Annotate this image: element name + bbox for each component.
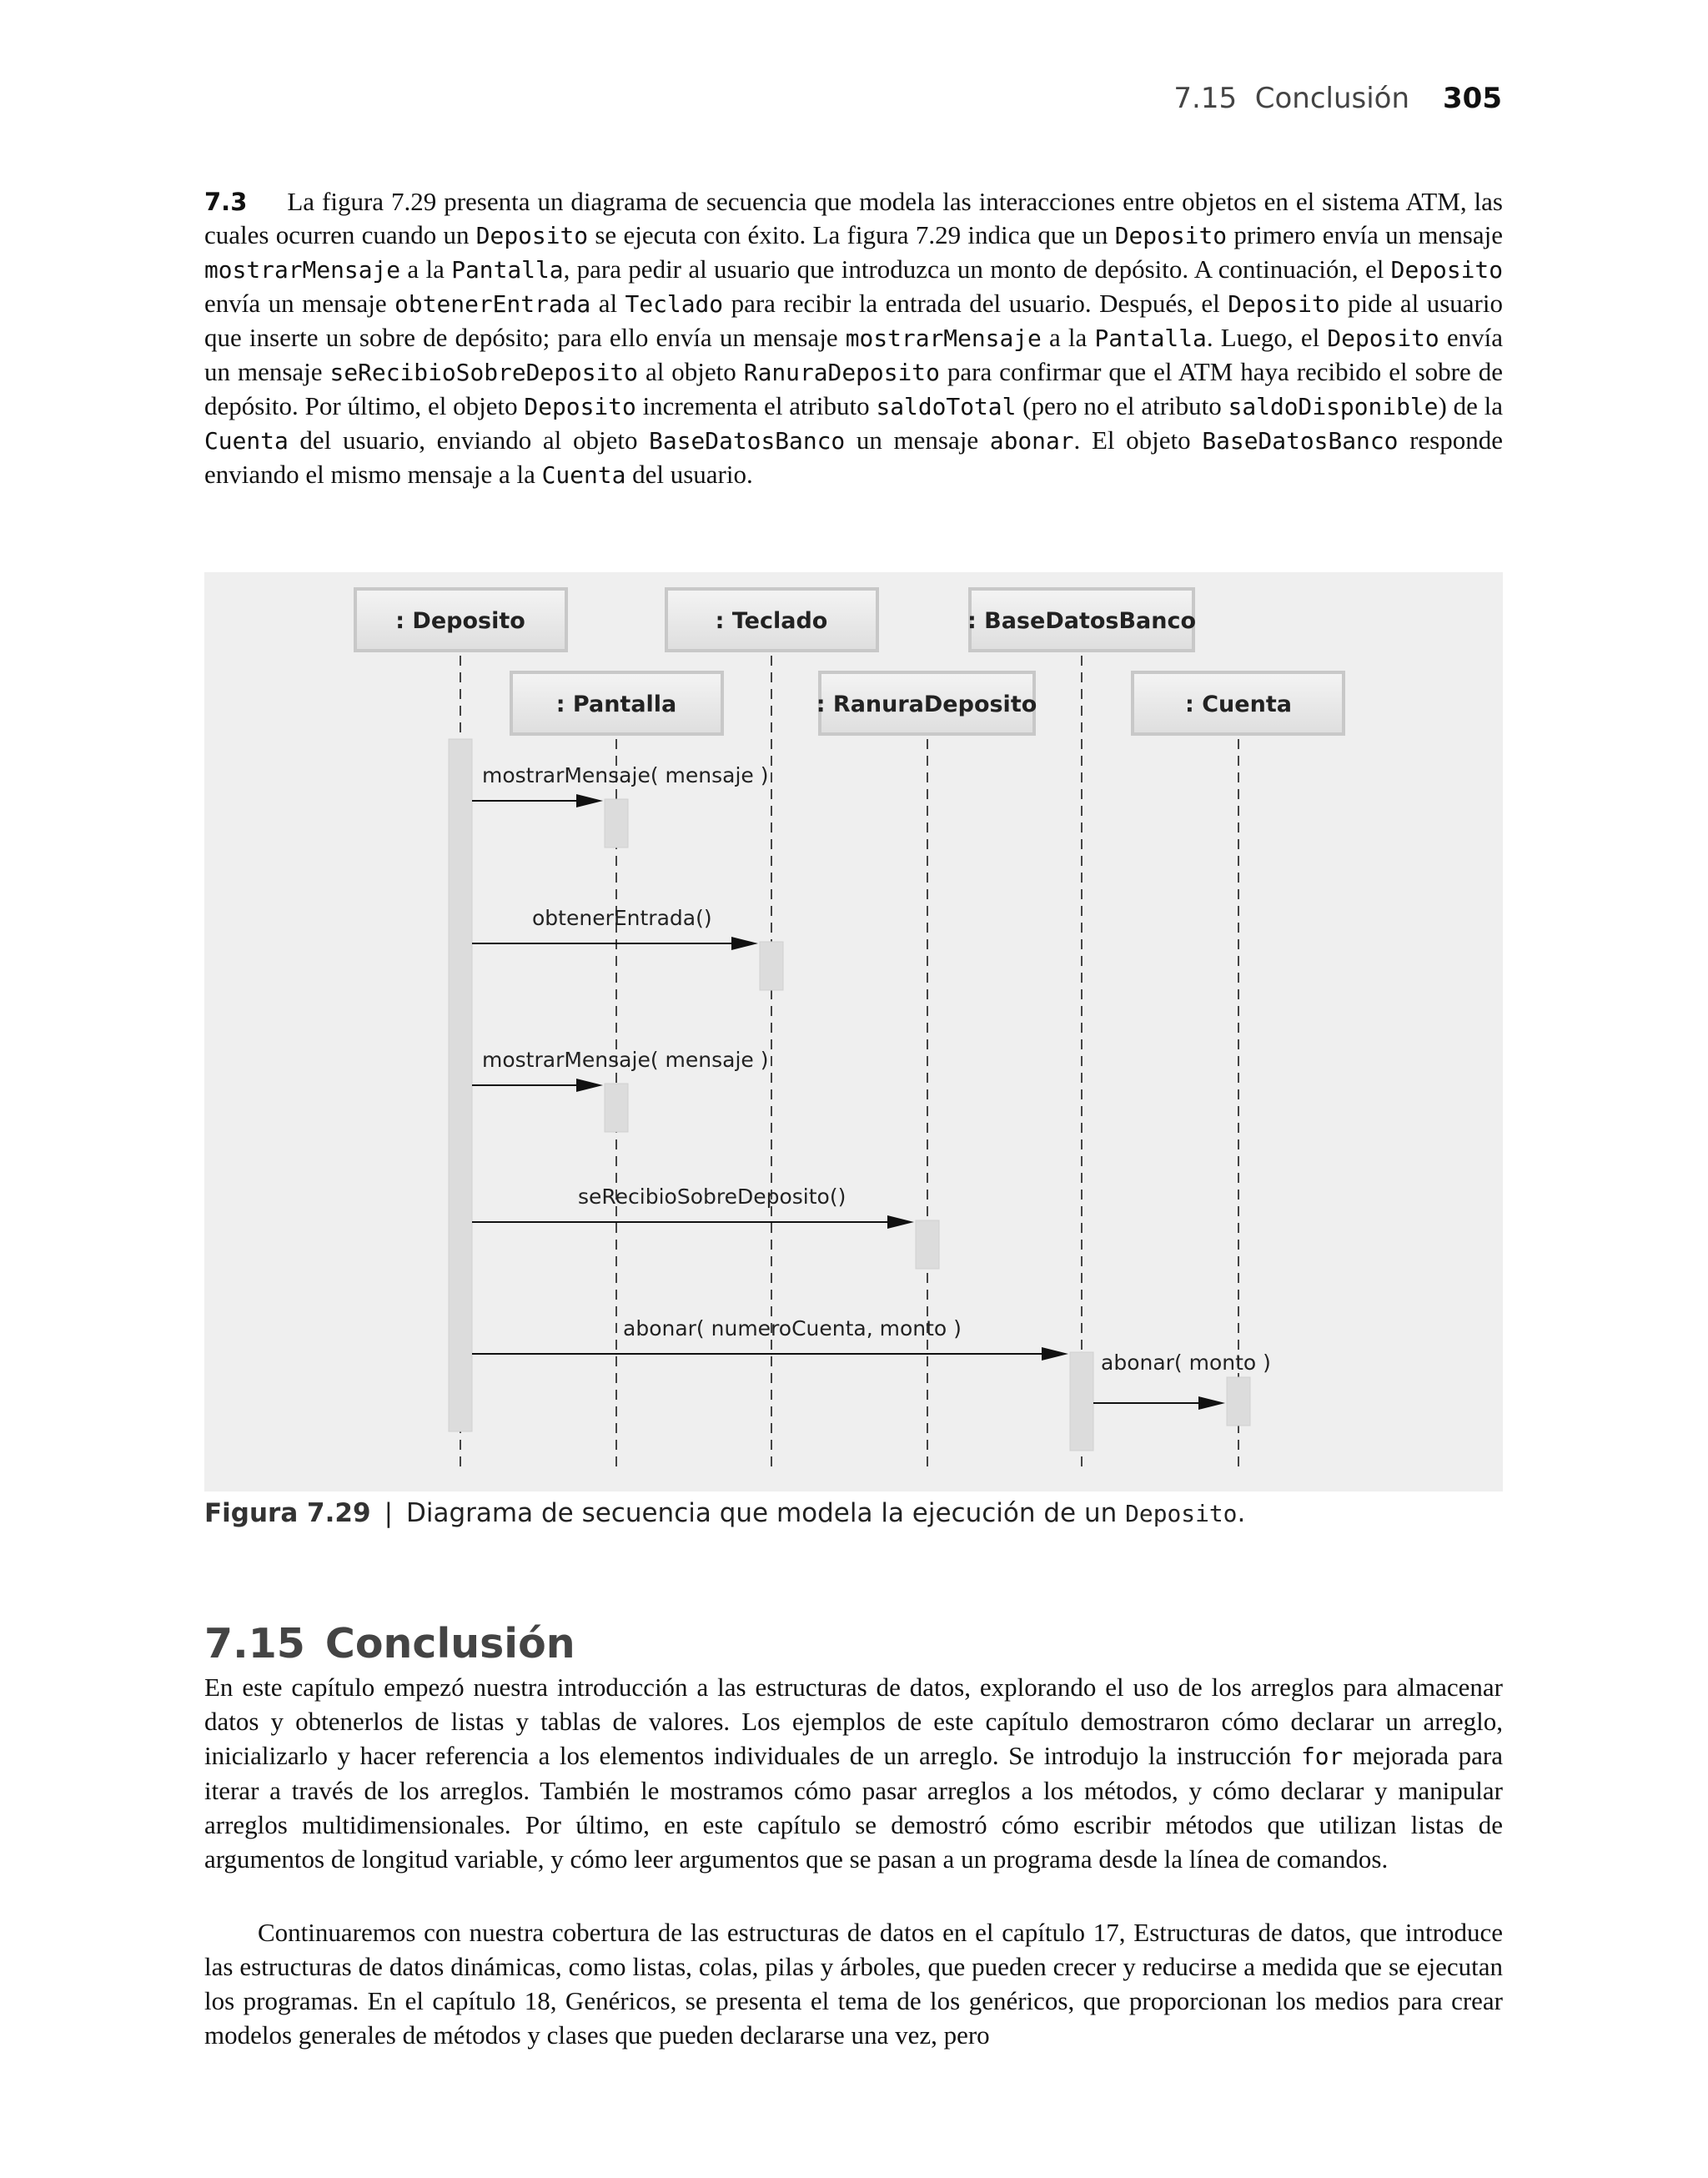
section-heading — [204, 1620, 575, 1667]
code-term: saldoDisponible — [1228, 393, 1439, 420]
activation-teclado — [760, 942, 783, 990]
object-teclado — [666, 589, 877, 651]
code-term: obtenerEntrada — [394, 290, 591, 318]
code-term: saldoTotal — [876, 393, 1017, 420]
running-head-section: 7.15 Conclusión — [1173, 82, 1410, 115]
message-label: abonar( monto ) — [1101, 1351, 1271, 1375]
code-term: mostrarMensaje — [204, 256, 401, 284]
code-term: Deposito — [1228, 290, 1340, 318]
activation-deposito — [449, 739, 472, 1431]
message-label: mostrarMensaje( mensaje ) — [482, 1048, 769, 1072]
activation-cuenta — [1227, 1377, 1250, 1426]
activation-pantalla-2 — [605, 1084, 628, 1132]
code-term: abonar — [989, 427, 1074, 455]
code-term: BaseDatosBanco — [1202, 427, 1399, 455]
object-pantalla — [511, 672, 722, 734]
section-number: 7.15 — [204, 1620, 305, 1667]
message-label: mostrarMensaje( mensaje ) — [482, 763, 769, 787]
figure-caption — [204, 1498, 1245, 1528]
caption-label: Figura 7.29 — [204, 1498, 371, 1528]
code-term: Deposito — [524, 393, 636, 420]
page-number: 305 — [1443, 82, 1502, 115]
sequence-diagram-figure — [204, 572, 1503, 1491]
paragraph-2: Continuaremos con nuestra cobertura de las estructuras de datos en el capítulo 17, Estructuras de datos, que introduce las estructuras de datos dinámicas, como listas, colas, pilas y árboles, que pueden crecer y reducirse a medida que se ejecutan los programas. En el capítulo 18, Genéricos, se presenta el tema de los genéricos, que proporcionan los medios para crear modelos generales de métodos y clases que pueden declararse una vez, pero — [204, 1918, 1503, 2050]
message-2 — [472, 906, 758, 950]
message-label: seRecibioSobreDeposito() — [578, 1185, 846, 1209]
activation-banco — [1070, 1352, 1093, 1451]
object-label: : Cuenta — [1185, 692, 1292, 717]
object-label: : BaseDatosBanco — [967, 608, 1197, 634]
code-term: Deposito — [1390, 256, 1503, 284]
message-label: obtenerEntrada() — [532, 906, 712, 930]
object-label: : Pantalla — [555, 692, 677, 717]
exercise-text: La figura 7.29 presenta un diagrama de secuencia que modela las interacciones entre objetos en el sistema ATM, las cuales ocurren cuando un Deposito se ejecuta con éxito. La figura 7.29 indica que un Deposito primero envía un mensaje mostrarMensaje a la Pantalla, para pedir al usuario que introduzca un monto de depósito. A continuación, el Deposito envía un mensaje obtenerEntrada al Teclado para recibir la entrada del usuario. Después, el Deposito pide al usuario que inserte un sobre de depósito; para ello envía un mensaje mostrarMensaje a la Pantalla. Luego, el Deposito envía un mensaje seRecibioSobreDeposito al objeto RanuraDeposito para confirmar que el ATM haya recibido el sobre de depósito. Por último, el objeto Deposito incrementa el atributo saldoTotal (pero no el atributo saldoDisponible) de la Cuenta del usuario, enviando al objeto BaseDatosBanco un mensaje abonar. El objeto BaseDatosBanco responde enviando el mismo mensaje a la Cuenta del usuario. — [204, 187, 1504, 489]
caption-text: Diagrama de secuencia que modela la ejecución de un — [406, 1498, 1126, 1528]
code-term: Teclado — [625, 290, 724, 318]
object-ranura — [816, 672, 1037, 734]
code-term: Cuenta — [541, 461, 626, 489]
caption-separator: | — [384, 1498, 394, 1528]
exercise-number: 7.3 — [204, 188, 248, 216]
message-label: abonar( numeroCuenta, monto ) — [623, 1316, 962, 1341]
caption-end: . — [1237, 1498, 1246, 1528]
object-deposito — [355, 589, 566, 651]
sequence-diagram — [204, 572, 1503, 1491]
object-label: : Deposito — [395, 608, 525, 634]
code-term: seRecibioSobreDeposito — [329, 359, 638, 386]
message-5 — [472, 1316, 1068, 1361]
code-term: mostrarMensaje — [845, 324, 1042, 352]
code-term: RanuraDeposito — [743, 359, 940, 386]
object-banco — [967, 589, 1196, 651]
paragraph-1: En este capítulo empezó nuestra introducción a las estructuras de datos, explorando el uso de los arreglos para almacenar datos y obtenerlos de listas y tablas de valores. Los ejemplos de este capítulo demostraron cómo declarar un arreglo, inicializarlo y hacer referencia a los elementos individuales de un arreglo. Se introdujo la instrucción for mejorada para iterar a través de los arreglos. También le mostramos cómo pasar arreglos a los métodos, y cómo declarar y manipular arreglos multidimensionales. Por último, en este capítulo se demostró cómo escribir métodos que utilizan listas de argumentos de longitud variable, y cómo leer argumentos que se pasan a un programa desde la línea de comandos. — [204, 1672, 1504, 1874]
running-head — [1173, 82, 1502, 115]
code-term: Pantalla — [1094, 324, 1207, 352]
section-title: Conclusión — [324, 1620, 575, 1667]
object-label: : RanuraDeposito — [816, 692, 1037, 717]
activation-pantalla-1 — [605, 799, 628, 848]
code-term: Pantalla — [451, 256, 564, 284]
code-term: Cuenta — [204, 427, 289, 455]
code-term: Deposito — [1327, 324, 1439, 352]
object-cuenta — [1133, 672, 1344, 734]
message-4 — [472, 1185, 914, 1229]
exercise-7-3 — [204, 185, 1503, 492]
activation-ranura — [916, 1220, 939, 1269]
code-term: BaseDatosBanco — [649, 427, 846, 455]
code-term: Deposito — [475, 222, 589, 249]
code-term: for — [1300, 1743, 1344, 1770]
object-label: : Teclado — [715, 608, 828, 634]
code-term: Deposito — [1114, 222, 1228, 249]
caption-code: Deposito — [1125, 1500, 1238, 1527]
